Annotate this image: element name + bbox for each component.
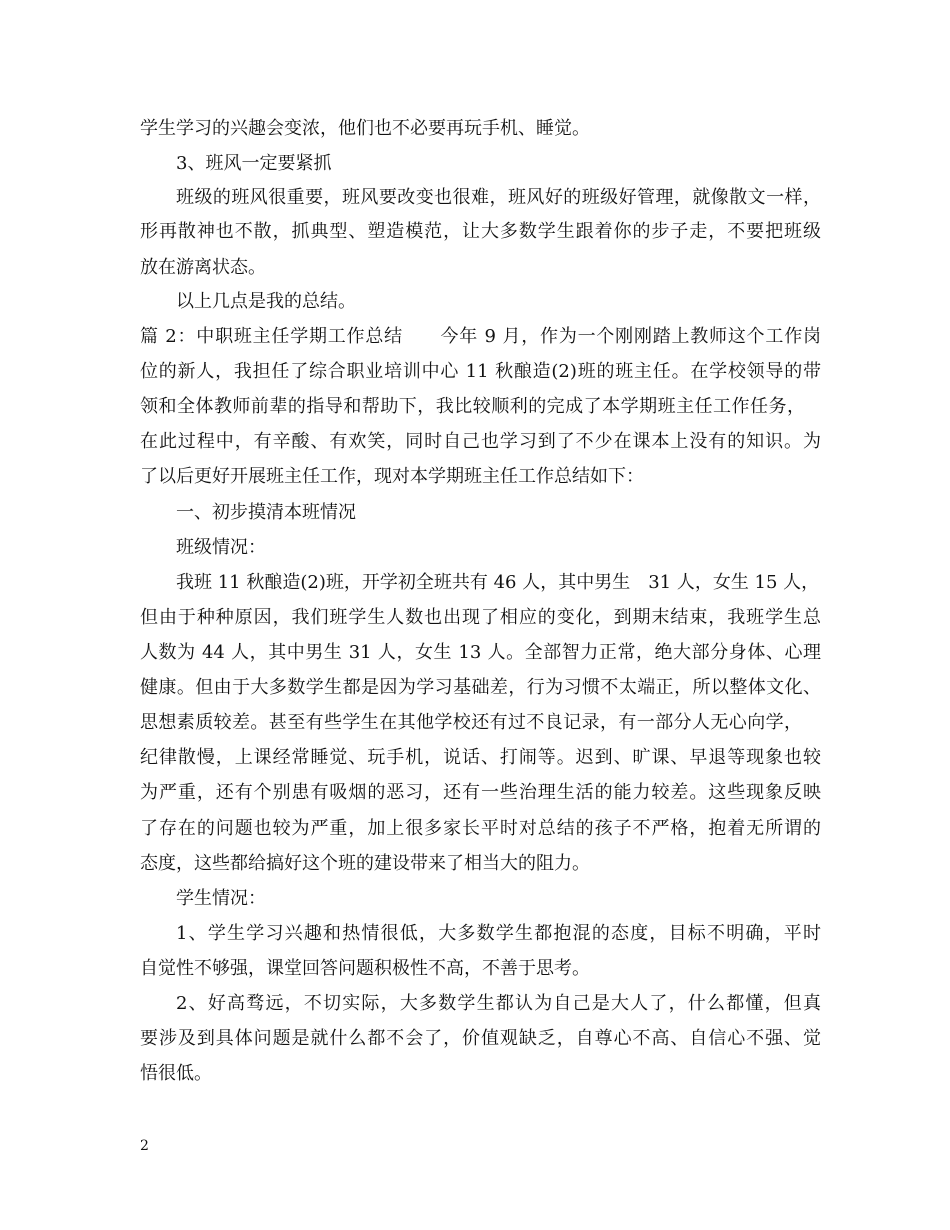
text-line: 自觉性不够强，课堂回答问题积极性不高，不善于思考。 bbox=[140, 958, 590, 979]
text-line: 悟很低。 bbox=[140, 1063, 212, 1084]
text-line: 领和全体教师前辈的指导和帮助下，我比较顺利的完成了本学期班主任工作任务， bbox=[140, 396, 805, 417]
page-number: 2 bbox=[140, 1138, 149, 1154]
section-heading: 一、初步摸清本班情况 bbox=[176, 502, 356, 523]
text-line: 班级的班风很重要，班风要改变也很难，班风好的班级好管理，就像散文一样， bbox=[176, 187, 821, 208]
text-line: 以上几点是我的总结。 bbox=[176, 291, 356, 312]
text-line: 学生学习的兴趣会变浓，他们也不必要再玩手机、睡觉。 bbox=[140, 118, 590, 139]
text-line: 态度，这些都给搞好这个班的建设带来了相当大的阻力。 bbox=[140, 853, 590, 874]
subheading: 班级情况： bbox=[176, 537, 266, 558]
section-heading: 3、班风一定要紧抓 bbox=[176, 153, 332, 174]
text-line: 在此过程中，有辛酸、有欢笑，同时自己也学习到了不少在课本上没有的知识。为 bbox=[140, 431, 821, 452]
text-line: 了以后更好开展班主任工作，现对本学期班主任工作总结如下： bbox=[140, 466, 644, 487]
text-line: 人数为 44 人，其中男生 31 人，女生 13 人。全部智力正常，绝大部分身体、心理 bbox=[140, 642, 821, 663]
text-line: 为严重，还有个别患有吸烟的恶习，还有一些治理生活的能力较差。这些现象反映 bbox=[140, 782, 821, 803]
text-line: 但由于种种原因，我们班学生人数也出现了相应的变化，到期末结束，我班学生总 bbox=[140, 607, 821, 628]
text-line: 1、学生学习兴趣和热情很低，大多数学生都抱混的态度，目标不明确，平时 bbox=[176, 923, 821, 944]
text-line: 放在游离状态。 bbox=[140, 257, 266, 278]
text-line: 位的新人，我担任了综合职业培训中心 11 秋酿造(2)班的班主任。在学校领导的带 bbox=[140, 361, 821, 382]
text-line: 我班 11 秋酿造(2)班，开学初全班共有 46 人，其中男生 31 人，女生 15 人， bbox=[176, 572, 820, 593]
text-line: 篇 2：中职班主任学期工作总结 今年 9 月，作为一个刚刚踏上教师这个工作岗 bbox=[140, 326, 821, 347]
text-line: 形再散神也不散，抓典型、塑造模范，让大多数学生跟着你的步子走，不要把班级 bbox=[140, 221, 821, 242]
text-line: 思想素质较差。甚至有些学生在其他学校还有过不良记录，有一部分人无心向学， bbox=[140, 712, 802, 733]
subheading: 学生情况： bbox=[176, 888, 266, 909]
text-line: 要涉及到具体问题是就什么都不会了，价值观缺乏，自尊心不高、自信心不强、觉 bbox=[140, 1028, 821, 1049]
text-line: 纪律散慢，上课经常睡觉、玩手机，说话、打闹等。迟到、旷课、早退等现象也较 bbox=[140, 747, 821, 768]
text-line: 健康。但由于大多数学生都是因为学习基础差，行为习惯不太端正，所以整体文化、 bbox=[140, 677, 821, 698]
text-line: 了存在的问题也较为严重，加上很多家长平时对总结的孩子不严格，抱着无所谓的 bbox=[140, 818, 821, 839]
text-line: 2、好高骛远，不切实际，大多数学生都认为自己是大人了，什么都懂，但真 bbox=[176, 993, 821, 1014]
